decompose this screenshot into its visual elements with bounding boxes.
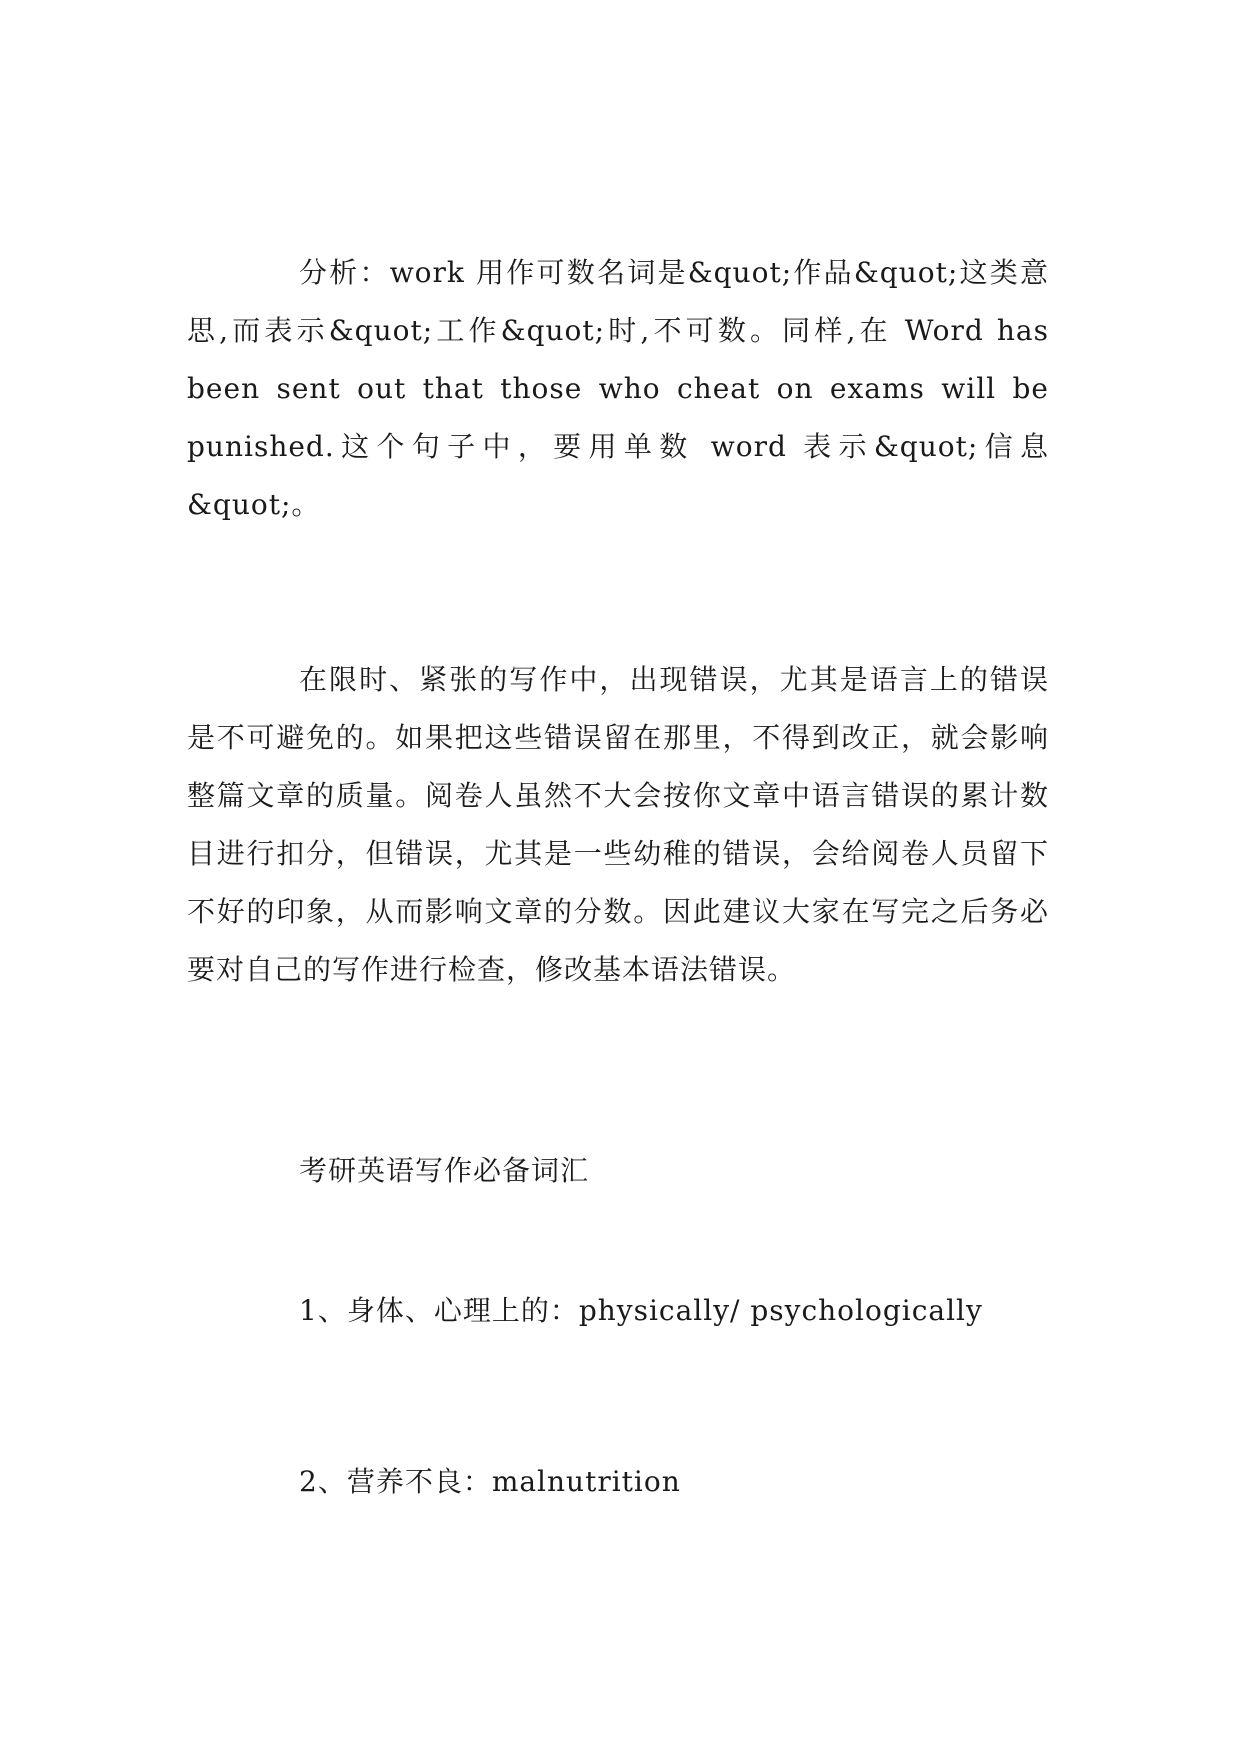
section-heading: 考研英语写作必备词汇 [299, 1154, 590, 1187]
paragraph-work-analysis: 分析：work 用作可数名词是&quot;作品&quot;这类意思,而表示&quot;工作&quot;时,不可数。同样,在 Word has been sent out that those who cheat on exams will be punished.这个句子中，要用单数 word 表示&quot;信息&quot;。 [187, 256, 1049, 521]
paragraph-error-checking: 在限时、紧张的写作中，出现错误，尤其是语言上的错误是不可避免的。如果把这些错误留在那里，不得到改正，就会影响整篇文章的质量。阅卷人虽然不大会按你文章中语言错误的累计数目进行扣分，但错误，尤其是一些幼稚的错误，会给阅卷人员留下不好的印象，从而影响文章的分数。因此建议大家在写完之后务必要对自己的写作进行检查，修改基本语法错误。 [187, 663, 1049, 986]
vocab-item: 1、身体、心理上的：physically/ psychologically [299, 1294, 983, 1327]
vocab-item: 2、营养不良：malnutrition [299, 1465, 681, 1498]
